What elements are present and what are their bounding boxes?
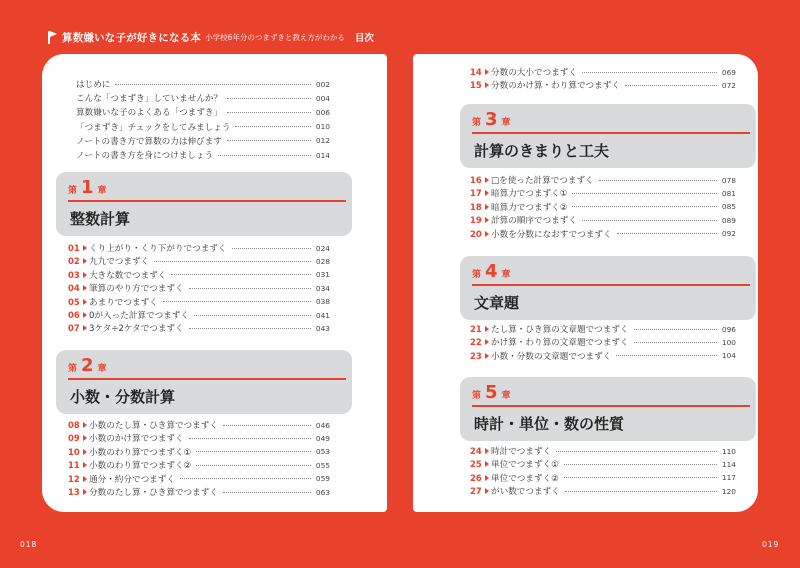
dot-leader [634, 329, 717, 330]
chapter-suffix: 章 [501, 118, 511, 128]
toc-entry[interactable] [68, 446, 330, 458]
entry-title: 小数のわり算でつまずく① [89, 447, 192, 458]
chapter-header [56, 172, 352, 236]
entry-title: 小数のたし算・ひき算でつまずく [89, 421, 218, 431]
book-title: 算数嫌いな子が好きになる本 [62, 31, 202, 44]
triangle-arrow-icon [83, 285, 87, 291]
triangle-arrow-icon [485, 217, 489, 223]
entry-number: 21 [470, 324, 482, 334]
triangle-arrow-icon [485, 190, 489, 196]
dot-leader [564, 477, 717, 478]
triangle-arrow-icon [485, 448, 489, 454]
toc-entry[interactable] [76, 135, 330, 147]
entry-title: 「つまずき」チェックをしてみましょう [76, 122, 231, 133]
entry-number: 10 [68, 446, 80, 457]
chapter-title: 文章題 [474, 294, 520, 312]
entry-number: 13 [68, 487, 80, 497]
entry-page: 024 [315, 243, 330, 253]
entry-number: 12 [68, 473, 80, 484]
entry-page: 034 [315, 283, 330, 293]
dot-leader [223, 425, 311, 426]
triangle-arrow-icon [83, 476, 87, 482]
toc-entry[interactable] [470, 485, 736, 497]
chapter-header [460, 256, 756, 320]
toc-entry[interactable] [68, 242, 330, 254]
dot-leader [194, 315, 311, 316]
entry-title: 暗算力でつまずく② [491, 202, 568, 213]
entry-title: 小数・分数の文章題でつまずく [491, 351, 612, 362]
toc-entry[interactable] [470, 201, 736, 213]
entry-page: 049 [315, 433, 330, 443]
entry-page: 059 [315, 474, 330, 484]
chapter-title: 小数・分数計算 [70, 388, 176, 406]
chapter-prefix: 第 [472, 118, 482, 128]
entry-number: 25 [470, 459, 482, 470]
entry-number: 08 [68, 420, 80, 430]
chapter-prefix: 第 [472, 270, 482, 280]
dot-leader [564, 464, 717, 465]
chapter-suffix: 章 [501, 270, 511, 280]
entry-page: 012 [315, 136, 330, 146]
entry-title: 分数のかけ算・わり算でつまずく [491, 81, 620, 92]
dot-leader [616, 355, 717, 356]
triangle-arrow-icon [485, 231, 489, 237]
toc-entry[interactable] [470, 187, 736, 199]
entry-number: 16 [470, 175, 482, 185]
entry-page: 043 [315, 323, 330, 333]
entry-page: 041 [315, 310, 330, 320]
entry-number: 17 [470, 188, 482, 199]
triangle-arrow-icon [83, 449, 87, 455]
toc-entry[interactable] [68, 322, 330, 334]
dot-leader [189, 328, 311, 329]
chapter-number: 5 [485, 382, 498, 403]
entry-number: 27 [470, 486, 482, 497]
entry-page: 096 [721, 324, 736, 334]
triangle-arrow-icon [485, 69, 489, 75]
entry-number: 07 [68, 323, 80, 334]
triangle-arrow-icon [83, 435, 87, 441]
dot-leader [634, 342, 717, 343]
entry-title: 暗算力でつまずく① [491, 189, 568, 200]
chapter-number: 4 [485, 261, 498, 282]
chapter-prefix: 第 [68, 186, 78, 196]
page-number-left: 018 [20, 540, 38, 549]
toc-entry[interactable] [68, 269, 330, 281]
entry-page: 114 [721, 459, 736, 469]
entry-title: 九九でつまずく [89, 257, 150, 268]
entry-title: あまりでつまずく [89, 297, 158, 308]
flag-icon [48, 31, 58, 44]
toc-label: 目次 [354, 33, 374, 44]
entry-title: 単位でつまずく① [491, 460, 559, 471]
triangle-arrow-icon [83, 325, 87, 331]
entry-title: はじめに [76, 80, 111, 90]
entry-page: 046 [315, 420, 330, 430]
chapter-rule [472, 132, 750, 134]
chapter-title: 時計・単位・数の性質 [474, 415, 625, 433]
dot-leader [227, 140, 311, 141]
toc-entry[interactable] [76, 92, 330, 104]
entry-number: 02 [68, 256, 80, 267]
toc-entry[interactable] [470, 174, 736, 186]
triangle-arrow-icon [83, 422, 87, 428]
entry-title: 筆算のやり方でつまずく [89, 284, 184, 295]
toc-entry[interactable] [76, 106, 330, 118]
entry-title: 単位でつまずく② [491, 473, 559, 484]
entry-title: 時計でつまずく [491, 447, 552, 457]
entry-title: かけ算・わり算の文章題でつまずく [491, 338, 629, 349]
entry-page: 002 [315, 79, 330, 89]
dot-leader [572, 206, 716, 207]
entry-number: 01 [68, 243, 80, 253]
toc-entry[interactable] [68, 432, 330, 444]
chapter-prefix: 第 [68, 364, 78, 374]
triangle-arrow-icon [83, 462, 87, 468]
dot-leader [232, 248, 311, 249]
dot-leader [180, 478, 311, 479]
triangle-arrow-icon [485, 204, 489, 210]
toc-entry[interactable] [470, 472, 736, 484]
chapter-header [460, 104, 756, 168]
entry-title: くり上がり・くり下がりでつまずく [89, 244, 227, 254]
entry-page: 072 [721, 80, 736, 90]
dot-leader [189, 288, 311, 289]
entry-title: ノートの書き方を身につけましょう [76, 151, 214, 161]
toc-entry[interactable] [68, 419, 330, 431]
toc-entry[interactable] [470, 323, 736, 335]
entry-title: 0が入った計算でつまずく [89, 311, 189, 321]
toc-entry[interactable] [68, 309, 330, 321]
chapter-rule [68, 200, 346, 202]
dot-leader [599, 180, 717, 181]
triangle-arrow-icon [485, 461, 489, 467]
entry-page: 028 [315, 256, 330, 266]
dot-leader [196, 451, 311, 452]
entry-page: 038 [315, 297, 330, 307]
toc-entry[interactable] [68, 459, 330, 471]
entry-title: こんな「つまずき」していませんか？ [76, 94, 223, 105]
entry-number: 23 [470, 350, 482, 361]
dot-leader [115, 84, 311, 85]
entry-number: 19 [470, 215, 482, 226]
entry-number: 18 [470, 201, 482, 212]
entry-page: 092 [721, 229, 736, 239]
triangle-arrow-icon [485, 339, 489, 345]
chapter-label [472, 263, 511, 281]
toc-entry[interactable] [76, 149, 330, 161]
entry-title: 分数の大小でつまずく [491, 68, 577, 78]
entry-page: 031 [315, 270, 330, 280]
chapter-title: 計算のきまりと工夫 [474, 142, 610, 160]
entry-page: 100 [721, 337, 736, 347]
entry-title: がい数でつまずく [491, 487, 560, 498]
entry-page: 085 [721, 202, 736, 212]
entry-title: 算数嫌いな子のよくある「つまずき」 [76, 108, 223, 119]
toc-entry[interactable] [470, 79, 736, 91]
dot-leader [556, 451, 717, 452]
dot-leader [625, 85, 717, 86]
dot-leader [235, 126, 310, 127]
entry-title: ノートの書き方で算数の力は伸びます [76, 136, 222, 147]
triangle-arrow-icon [83, 489, 87, 495]
page-number-right: 019 [762, 540, 780, 549]
entry-title: 3ケタ÷2ケタでつまずく [89, 324, 184, 335]
book-header [48, 30, 374, 44]
dot-leader [582, 72, 717, 73]
entry-page: 089 [721, 215, 736, 225]
triangle-arrow-icon [485, 177, 489, 183]
toc-entry[interactable] [470, 214, 736, 226]
entry-number: 04 [68, 283, 80, 294]
entry-page: 010 [315, 122, 330, 132]
toc-entry[interactable] [76, 78, 330, 90]
triangle-arrow-icon [485, 488, 489, 494]
entry-title: 分数のたし算・ひき算でつまずく [89, 488, 218, 498]
entry-page: 006 [315, 107, 330, 117]
chapter-suffix: 章 [97, 186, 107, 196]
entry-number: 06 [68, 310, 80, 320]
entry-title: 大きな数でつまずく [89, 270, 167, 281]
triangle-arrow-icon [485, 326, 489, 332]
entry-title: たし算・ひき算の文章題でつまずく [491, 325, 629, 335]
entry-title: 通分・約分でつまずく [89, 474, 175, 485]
toc-entry[interactable] [68, 473, 330, 485]
dot-leader [227, 98, 311, 99]
toc-entry[interactable] [470, 458, 736, 470]
entry-page: 053 [315, 447, 330, 457]
toc-entry[interactable] [68, 486, 330, 498]
toc-entry[interactable] [470, 336, 736, 348]
entry-page: 055 [315, 460, 330, 470]
entry-title: 計算の順序でつまずく [491, 216, 577, 227]
chapter-number: 2 [81, 355, 94, 376]
chapter-rule [472, 405, 750, 407]
dot-leader [189, 438, 311, 439]
chapter-rule [472, 284, 750, 286]
entry-page: 078 [721, 175, 736, 185]
entry-number: 22 [470, 337, 482, 348]
entry-page: 069 [721, 67, 736, 77]
entry-page: 014 [315, 150, 330, 160]
dot-leader [582, 220, 717, 221]
dot-leader [196, 465, 311, 466]
chapter-number: 1 [81, 177, 94, 198]
entry-page: 081 [721, 188, 736, 198]
entry-number: 26 [470, 472, 482, 483]
toc-entry[interactable] [68, 282, 330, 294]
toc-entry[interactable] [470, 228, 736, 240]
toc-entry[interactable] [68, 255, 330, 267]
triangle-arrow-icon [83, 312, 87, 318]
dot-leader [227, 112, 311, 113]
triangle-arrow-icon [83, 258, 87, 264]
toc-entry[interactable] [68, 296, 330, 308]
chapter-header [460, 377, 756, 441]
toc-entry[interactable] [470, 445, 736, 457]
toc-entry[interactable] [470, 350, 736, 362]
entry-number: 09 [68, 433, 80, 444]
entry-number: 24 [470, 446, 482, 456]
chapter-suffix: 章 [97, 364, 107, 374]
chapter-suffix: 章 [501, 391, 511, 401]
entry-page: 120 [721, 486, 736, 496]
entry-page: 063 [315, 487, 330, 497]
triangle-arrow-icon [485, 475, 489, 481]
entry-title: □を使った計算でつまずく [491, 176, 594, 186]
entry-number: 03 [68, 269, 80, 280]
chapter-label [472, 384, 511, 402]
triangle-arrow-icon [83, 245, 87, 251]
toc-entry[interactable] [76, 121, 330, 133]
triangle-arrow-icon [83, 299, 87, 305]
chapter-label [68, 357, 107, 375]
dot-leader [218, 155, 311, 156]
chapter-label [472, 111, 511, 129]
dot-leader [572, 193, 716, 194]
dot-leader [565, 491, 717, 492]
entry-number: 15 [470, 80, 482, 91]
entry-number: 11 [68, 460, 80, 471]
dot-leader [171, 274, 311, 275]
chapter-header [56, 350, 352, 414]
entry-title: 小数を分数になおすでつまずく [491, 229, 612, 240]
entry-number: 05 [68, 296, 80, 307]
entry-page: 110 [721, 446, 736, 456]
triangle-arrow-icon [485, 353, 489, 359]
dot-leader [163, 301, 311, 302]
entry-page: 117 [721, 473, 736, 483]
triangle-arrow-icon [83, 272, 87, 278]
entry-title: 小数のわり算でつまずく② [89, 461, 192, 472]
dot-leader [223, 492, 311, 493]
dot-leader [617, 233, 717, 234]
entry-page: 004 [315, 93, 330, 103]
dot-leader [154, 261, 311, 262]
chapter-number: 3 [485, 109, 498, 130]
entry-page: 104 [721, 351, 736, 361]
triangle-arrow-icon [485, 82, 489, 88]
toc-entry[interactable] [470, 66, 736, 78]
book-subtitle: 小学校6年分のつまずきと教え方がわかる [205, 32, 345, 42]
entry-title: 小数のかけ算でつまずく [89, 434, 184, 445]
chapter-prefix: 第 [472, 391, 482, 401]
chapter-title: 整数計算 [70, 210, 131, 228]
entry-number: 20 [470, 228, 482, 239]
book-spine [387, 54, 413, 512]
entry-number: 14 [470, 67, 482, 77]
chapter-label [68, 179, 107, 197]
chapter-rule [68, 378, 346, 380]
